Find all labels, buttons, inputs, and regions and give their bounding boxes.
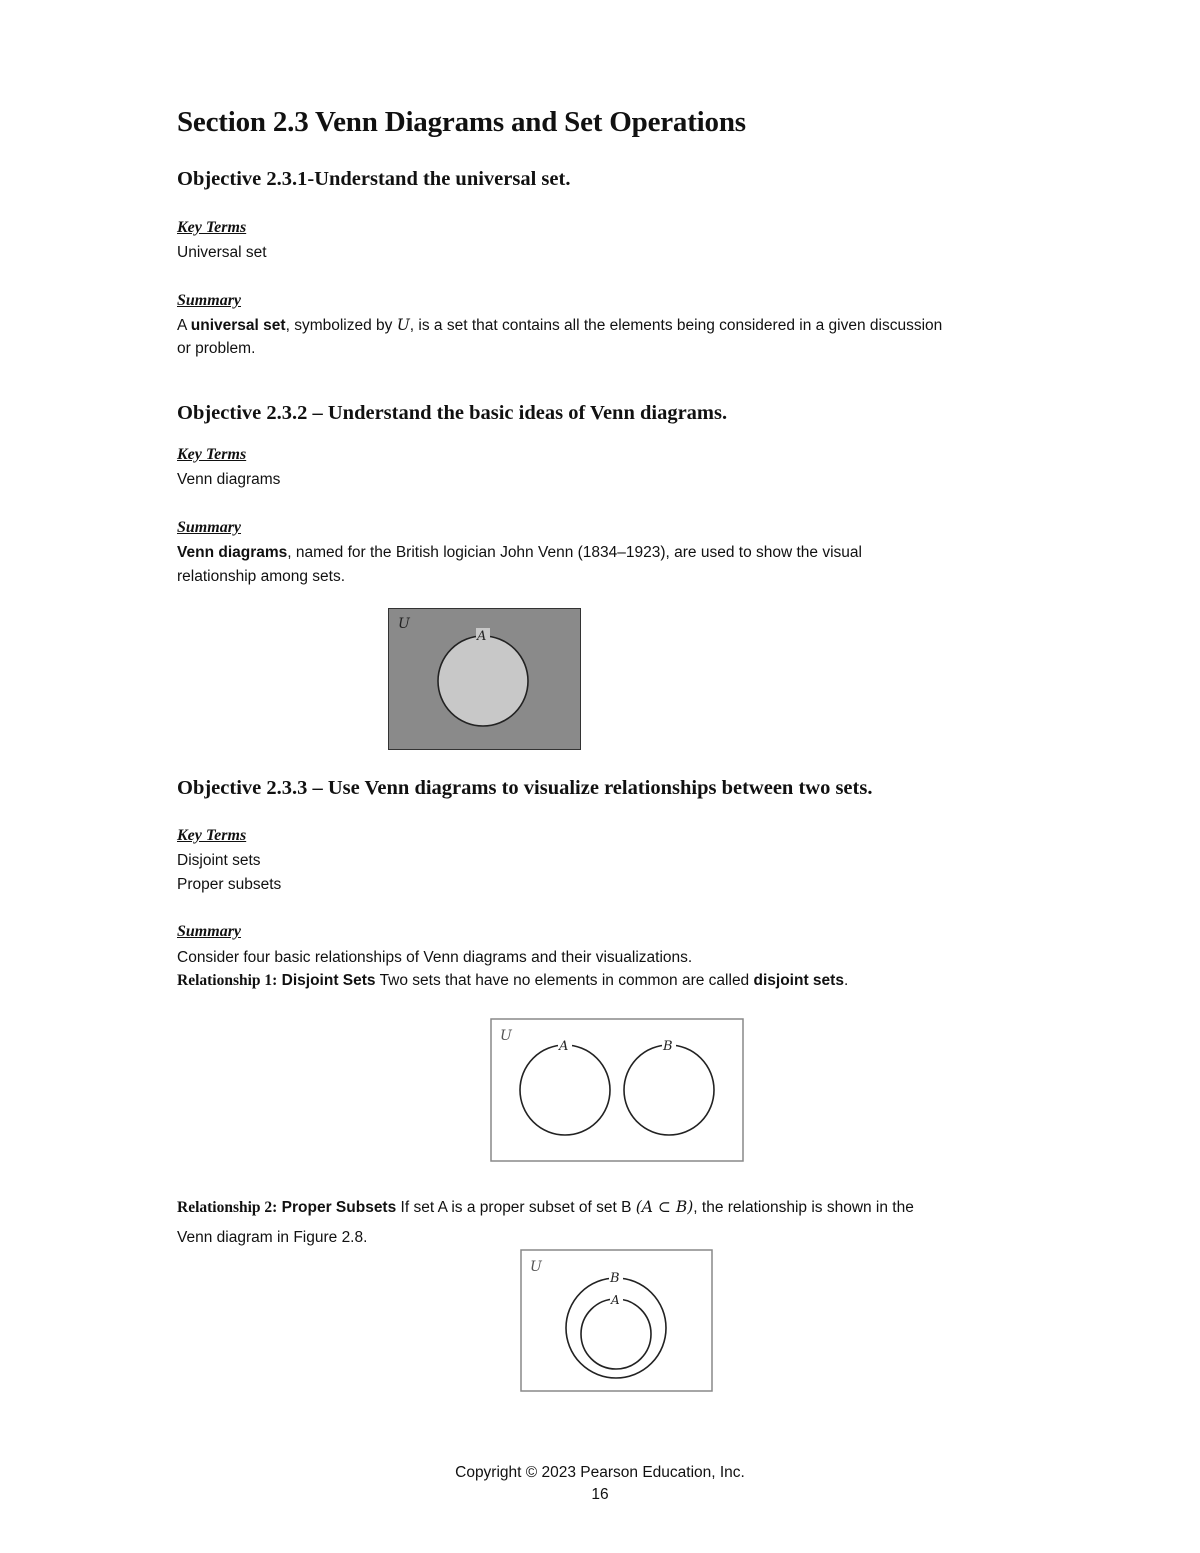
venn-universal-diagram (388, 608, 582, 751)
universe-label: U (398, 616, 410, 632)
objective-3-key-terms-label: Key Terms (177, 827, 247, 844)
set-b-label: B (663, 1039, 673, 1054)
universe-label: U (530, 1259, 542, 1275)
venn-disjoint-diagram (490, 1018, 744, 1162)
section-title: Section 2.3 Venn Diagrams and Set Operations (177, 106, 746, 138)
universe-label: U (500, 1028, 512, 1044)
relationship-2-line2: Venn diagram in Figure 2.8. (177, 1229, 368, 1246)
objective-2-title: Objective 2.3.2 – Understand the basic ideas of Venn diagrams. (177, 402, 728, 424)
objective-2-key-term: Venn diagrams (177, 471, 281, 488)
set-a-circle (438, 636, 528, 726)
objective-3-key-term-1: Disjoint sets (177, 852, 261, 869)
set-a-label: A (611, 1293, 620, 1307)
objective-2-summary-line2: relationship among sets. (177, 568, 346, 585)
relationship-2-line1: Relationship 2: Proper Subsets If set A is a proper subset of set B (A ⊂ B), the relationship is shown in the (177, 1198, 914, 1216)
set-a-label: A (559, 1039, 569, 1054)
set-a-label: A (477, 629, 487, 644)
objective-2-key-terms-label: Key Terms (177, 446, 247, 463)
objective-3-summary-intro: Consider four basic relationships of Venn diagrams and their visualizations. (177, 949, 693, 966)
objective-1-summary-line2: or problem. (177, 340, 256, 357)
objective-1-summary-label: Summary (177, 292, 242, 309)
page-number: 16 (591, 1486, 609, 1503)
objective-3-key-term-2: Proper subsets (177, 876, 282, 893)
objective-1-summary-line1: A universal set, symbolized by U, is a set that contains all the elements being considered in a given discussion (177, 316, 943, 334)
objective-1-title: Objective 2.3.1-Understand the universal set. (177, 168, 571, 190)
objective-2-summary-line1: Venn diagrams, named for the British logician John Venn (1834–1923), are used to show the visual (177, 544, 862, 561)
set-b-label: B (610, 1271, 620, 1286)
universe-rect (491, 1019, 743, 1161)
objective-3-title: Objective 2.3.3 – Use Venn diagrams to visualize relationships between two sets. (177, 777, 873, 799)
objective-2-summary-label: Summary (177, 519, 242, 536)
objective-3-summary-label: Summary (177, 923, 242, 940)
venn-subset-diagram (520, 1249, 714, 1392)
objective-1-key-term: Universal set (177, 244, 267, 261)
footer-copyright: Copyright © 2023 Pearson Education, Inc. (455, 1464, 745, 1481)
relationship-1-text: Relationship 1: Disjoint Sets Two sets that have no elements in common are called disjoint sets. (177, 972, 849, 989)
objective-1-key-terms-label: Key Terms (177, 219, 247, 236)
